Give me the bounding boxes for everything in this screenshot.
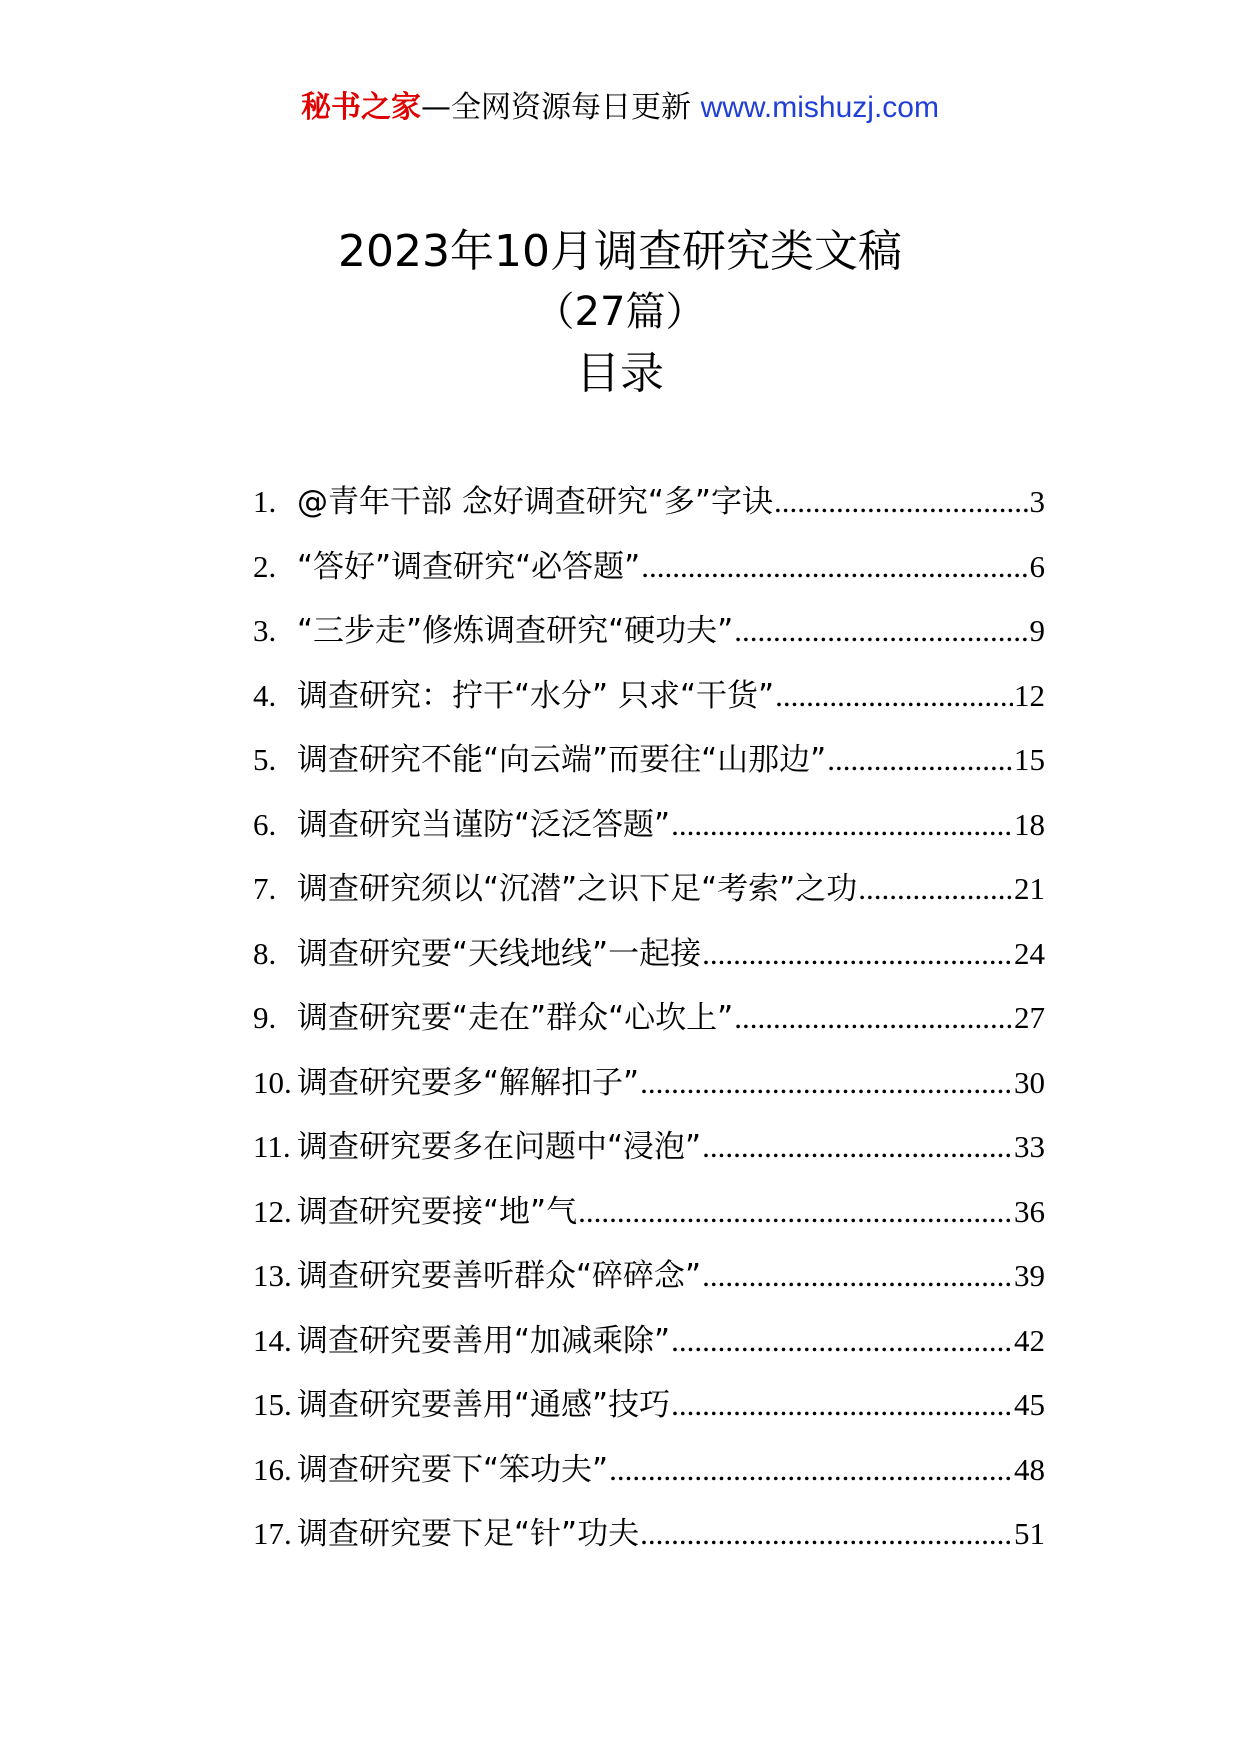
site-tagline: —全网资源每日更新 — [421, 90, 692, 125]
toc-entry-page: 9 — [1029, 613, 1045, 648]
toc-entry-page: 42 — [1014, 1322, 1045, 1358]
toc-entry-title: 调查研究要善用“加减乘除” — [297, 1322, 671, 1359]
toc-entry-number: 1. — [253, 484, 277, 519]
toc-entry-title: 调查研究：拧干“水分” 只求“干货” — [297, 677, 775, 714]
toc-dot-leader — [640, 1514, 1013, 1554]
toc-entry-number: 7. — [253, 871, 277, 906]
toc-entry-page: 51 — [1014, 1516, 1045, 1551]
toc-dot-leader — [734, 611, 1028, 651]
toc-entry-page: 15 — [1014, 742, 1045, 777]
toc-entry[interactable] — [253, 740, 1045, 805]
toc-entry-title: “答好”调查研究“必答题” — [297, 548, 641, 585]
toc-entry[interactable] — [253, 1385, 1045, 1450]
brand-name: 秘书之家 — [301, 90, 422, 125]
toc-entry[interactable] — [253, 1192, 1045, 1257]
toc-entry-title: 调查研究要多“解解扣子” — [297, 1064, 640, 1101]
toc-dot-leader — [671, 1321, 1013, 1361]
toc-entry-page: 27 — [1014, 1000, 1045, 1035]
toc-entry-page: 39 — [1014, 1258, 1045, 1293]
site-url-link[interactable]: www.mishuzj.com — [700, 91, 939, 124]
toc-entry-number: 3. — [253, 613, 277, 648]
toc-dot-leader — [774, 482, 1029, 522]
document-title — [0, 222, 1240, 404]
toc-dot-leader — [827, 740, 1013, 780]
toc-entry-title: 调查研究要“走在”群众“心坎上” — [297, 1000, 734, 1036]
toc-entry[interactable] — [253, 1514, 1045, 1579]
toc-dot-leader — [640, 1063, 1013, 1103]
toc-entry-page: 30 — [1014, 1064, 1045, 1100]
toc-entry-page: 6 — [1029, 548, 1045, 584]
toc-entry-number: 2. — [253, 548, 277, 584]
toc-entry-title: 调查研究要善用“通感”技巧 — [297, 1387, 671, 1423]
toc-dot-leader — [775, 676, 1013, 716]
toc-entry-title: @青年干部 念好调查研究“多”字诀 — [297, 484, 773, 520]
title-count: （27篇） — [534, 289, 706, 335]
toc-entry-title: 调查研究要善听群众“碎碎念” — [297, 1258, 702, 1294]
toc-entry-number: 15. — [253, 1387, 292, 1422]
toc-entry-page: 36 — [1014, 1193, 1045, 1229]
toc-entry[interactable] — [253, 1063, 1045, 1128]
toc-entry-title: 调查研究要多在问题中“浸泡” — [297, 1129, 702, 1165]
toc-entry-title: 调查研究要下足“针”功夫 — [297, 1516, 640, 1552]
toc-heading: 目录 — [576, 348, 664, 399]
toc-entry-page: 12 — [1014, 677, 1045, 713]
toc-entry-title: 调查研究不能“向云端”而要往“山那边” — [297, 742, 827, 778]
toc-dot-leader — [702, 1256, 1013, 1296]
toc-dot-leader — [671, 1385, 1013, 1425]
toc-entry-number: 8. — [253, 935, 277, 971]
toc-entry[interactable] — [253, 869, 1045, 934]
toc-entry-page: 18 — [1014, 806, 1045, 842]
toc-entry-number: 4. — [253, 677, 277, 713]
toc-entry-number: 9. — [253, 1000, 277, 1035]
toc-entry[interactable] — [253, 611, 1045, 676]
toc-entry[interactable] — [253, 1256, 1045, 1321]
toc-entry[interactable] — [253, 547, 1045, 612]
toc-entry-title: 调查研究须以“沉潜”之识下足“考索”之功 — [297, 871, 858, 907]
toc-entry-page: 24 — [1014, 935, 1045, 971]
toc-entry[interactable] — [253, 805, 1045, 870]
toc-dot-leader — [858, 869, 1013, 909]
toc-entry-number: 11. — [253, 1129, 291, 1164]
toc-entry-page: 48 — [1014, 1451, 1045, 1487]
toc-entry[interactable] — [253, 1450, 1045, 1515]
toc-entry[interactable] — [253, 934, 1045, 999]
toc-dot-leader — [609, 1450, 1013, 1490]
toc-entry-page: 21 — [1014, 871, 1045, 906]
toc-entry[interactable] — [253, 1127, 1045, 1192]
toc-entry[interactable] — [253, 482, 1045, 547]
toc-dot-leader — [641, 547, 1028, 587]
toc-entry[interactable] — [253, 998, 1045, 1063]
toc-entry[interactable] — [253, 676, 1045, 741]
toc-dot-leader — [702, 1127, 1013, 1167]
toc-entry-number: 6. — [253, 806, 277, 842]
toc-entry-number: 13. — [253, 1258, 292, 1293]
toc-entry-number: 17. — [253, 1516, 292, 1551]
title-main: 2023年10月调查研究类文稿 — [338, 226, 902, 277]
toc-dot-leader — [734, 998, 1013, 1038]
table-of-contents — [253, 482, 1045, 1579]
toc-entry-title: 调查研究当谨防“泛泛答题” — [297, 806, 671, 843]
toc-entry-number: 5. — [253, 742, 277, 777]
toc-entry-title: 调查研究要下“笨功夫” — [297, 1451, 609, 1488]
toc-entry-number: 10. — [253, 1064, 292, 1100]
toc-entry-title: 调查研究要接“地”气 — [297, 1193, 578, 1230]
toc-entry-number: 14. — [253, 1322, 292, 1358]
toc-entry-page: 3 — [1029, 484, 1045, 519]
toc-entry-page: 45 — [1014, 1387, 1045, 1422]
toc-entry-title: “三步走”修炼调查研究“硬功夫” — [297, 613, 734, 649]
toc-entry-number: 12. — [253, 1193, 292, 1229]
toc-entry-title: 调查研究要“天线地线”一起接 — [297, 935, 702, 972]
toc-entry[interactable] — [253, 1321, 1045, 1386]
toc-dot-leader — [578, 1192, 1013, 1232]
toc-dot-leader — [671, 805, 1013, 845]
toc-dot-leader — [702, 934, 1013, 974]
site-header — [0, 88, 1240, 128]
toc-entry-page: 33 — [1014, 1129, 1045, 1164]
toc-entry-number: 16. — [253, 1451, 292, 1487]
